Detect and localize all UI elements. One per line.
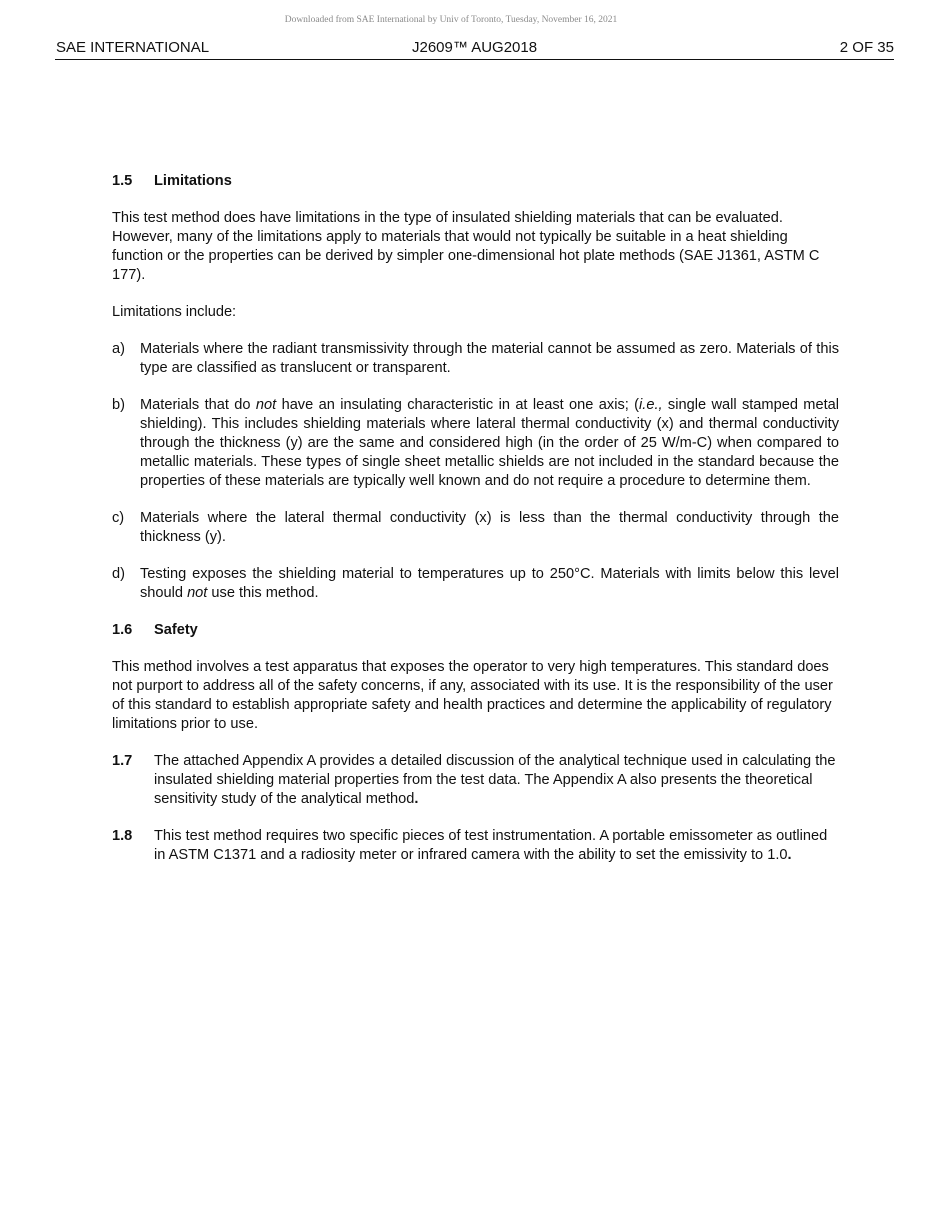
limitation-item-c <box>112 509 839 547</box>
emphasis-ie: i.e., <box>639 397 663 414</box>
limitation-item-a <box>112 340 839 378</box>
section-number: 1.7 <box>112 753 133 770</box>
page-header <box>55 38 894 60</box>
section-title: Limitations <box>154 173 232 189</box>
download-note: Downloaded from SAE International by Univ of Toronto, Tuesday, November 16, 2021 <box>284 15 618 25</box>
safety-body: This method involves a test apparatus that exposes the operator to very high temperatures. This standard does not purport to address all of the safety concerns, if any, associated with its use. It is the responsibility of the user of this standard to establish appropriate safety and health practices and determine the applicability of regulatory limitations prior to use. <box>112 659 833 732</box>
section-heading-1-6 <box>112 621 839 640</box>
section-text: This test method requires two specific pieces of test instrumentation. A portable emissometer as outlined in ASTM C1371 and a radiosity meter or infrared camera with the ability to set the emissivity to 1.0. <box>154 827 828 863</box>
list-text: Materials that do not have an insulating characteristic in at least one axis; (i.e., single wall stamped metal shielding). This includes shielding materials where lateral thermal conductivity (x) and thermal conductivity through the thickness (y) are the same and considered high (in the order of 25 W/m-C) when compared to metallic materials. These types of single sheet metallic shields are not included in the standard because the properties of these materials are typically well known and do not require a procedure to determine them. <box>140 397 839 489</box>
header-page-number: 2 OF 35 <box>839 39 894 56</box>
emphasis-not: not <box>255 397 277 414</box>
section-number: 1.6 <box>112 622 133 639</box>
section-heading-1-5 <box>112 172 839 191</box>
header-document-id: J2609™ AUG2018 <box>412 39 538 56</box>
section-title: Safety <box>154 622 198 639</box>
section-1-8 <box>112 827 839 865</box>
section-number: 1.8 <box>112 827 133 844</box>
limitations-lead: Limitations include: <box>112 303 237 320</box>
section-number: 1.5 <box>112 173 133 189</box>
list-text: Materials where the lateral thermal conductivity (x) is less than the thermal conductivity through the thickness (y). <box>140 509 839 545</box>
list-marker: b) <box>112 397 125 414</box>
emphasis-not: not <box>187 584 208 601</box>
list-text: Testing exposes the shielding material to temperatures up to 250°C. Materials with limits below this level should not use this method. <box>140 565 839 601</box>
section-1-7 <box>112 752 839 808</box>
limitation-item-d <box>112 565 839 603</box>
list-marker: a) <box>112 341 125 358</box>
document-body <box>112 172 839 883</box>
list-text: Materials where the radiant transmissivity through the material cannot be assumed as zero. Materials of this type are classified as translucent or transparent. <box>140 341 839 377</box>
limitation-item-b <box>112 396 839 490</box>
list-marker: c) <box>112 509 125 526</box>
limitations-intro: This test method does have limitations in the type of insulated shielding materials that can be evaluated. However, many of the limitations apply to materials that would not typically be suitable in a heat shielding function or the properties can be derived by simpler one-dimensional hot plate methods (SAE J1361, ASTM C 177). <box>112 210 820 283</box>
list-marker: d) <box>112 565 125 582</box>
header-publisher: SAE INTERNATIONAL <box>56 39 210 56</box>
section-text: The attached Appendix A provides a detailed discussion of the analytical technique used in calculating the insulated shielding material properties from the test data. The Appendix A also presents the theoretical sensitivity study of the analytical method. <box>154 753 836 807</box>
